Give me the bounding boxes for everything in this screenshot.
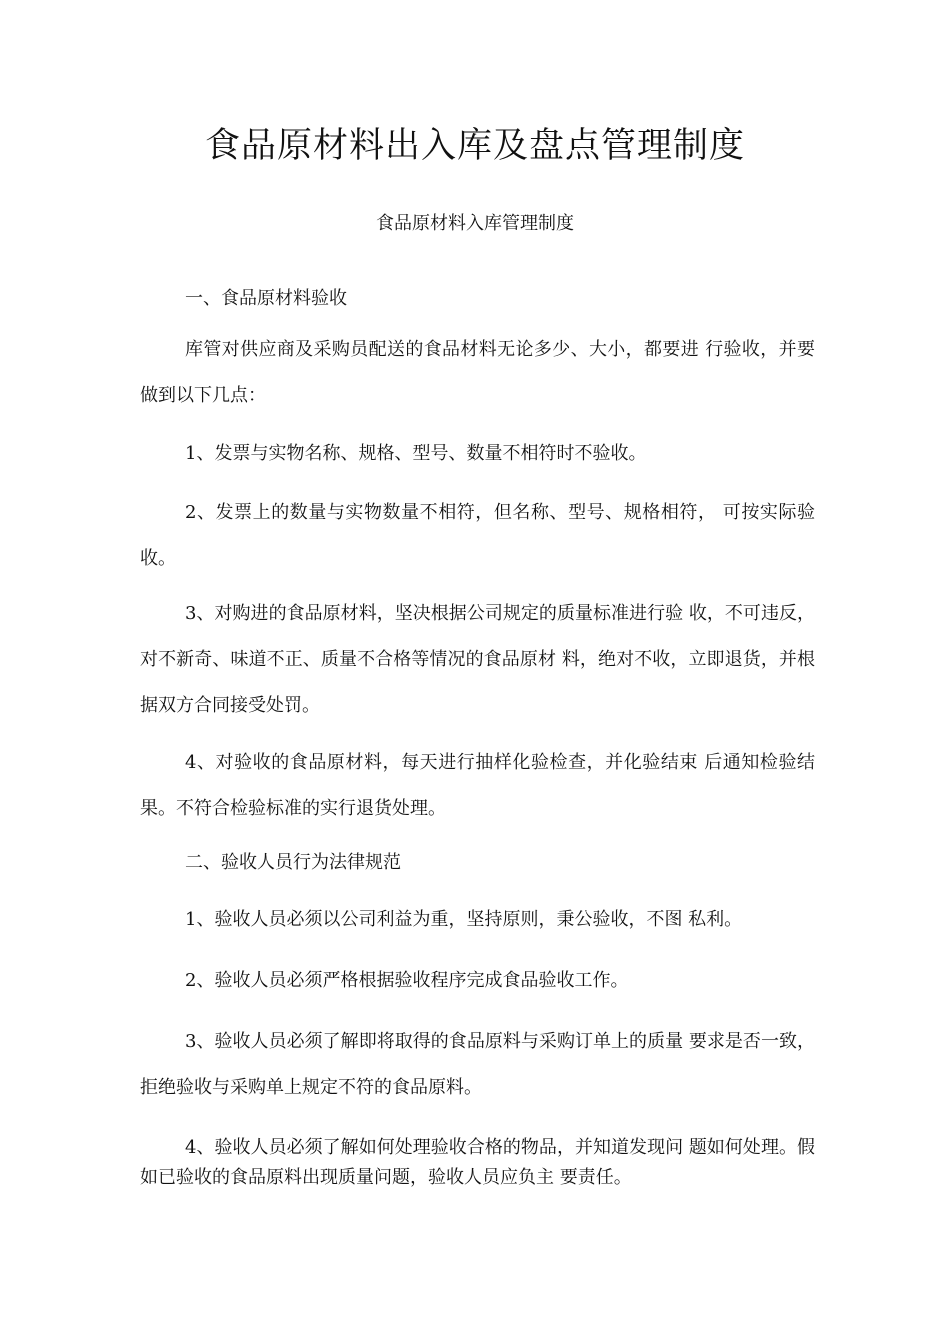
document-subtitle: 食品原材料入库管理制度	[376, 213, 574, 234]
paragraph-item-4: 4、对验收的食品原材料，每天进行抽样化验检查，并化验结束 后通知检验结果。不符合检验标准的实行退货处理。	[140, 752, 815, 819]
paragraph-conduct-3: 3、验收人员必须了解即将取得的食品原料与采购订单上的质量 要求是否一致，拒绝验收与采购单上规定不符的食品原料。	[140, 1031, 815, 1098]
paragraph-conduct-4: 4、验收人员必须了解如何处理验收合格的物品，并知道发现问 题如何处理。假如已验收的食品原料出现质量问题，验收人员应负主 要责任。	[140, 1137, 815, 1188]
paragraph-conduct-2: 2、验收人员必须严格根据验收程序完成食品验收工作。	[185, 970, 629, 991]
paragraph-item-1: 1、发票与实物名称、规格、型号、数量不相符时不验收。	[185, 443, 647, 464]
paragraph-item-2: 2、发票上的数量与实物数量不相符，但名称、型号、规格相符， 可按实际验收。	[140, 502, 815, 569]
paragraph-conduct-1: 1、验收人员必须以公司利益为重，坚持原则，秉公验收，不图 私利。	[185, 909, 743, 930]
section-heading-acceptance: 一、食品原材料验收	[185, 288, 347, 309]
section-heading-conduct: 二、验收人员行为法律规范	[185, 852, 401, 873]
paragraph-item-3: 3、对购进的食品原材料，坚决根据公司规定的质量标准进行验 收，不可违反，对不新奇、味道不正、质量不合格等情况的食品原材 料，绝对不收，立即退货，并根据双方合同接受处罚。	[140, 603, 815, 716]
document-title: 食品原材料出入库及盘点管理制度	[204, 126, 745, 166]
paragraph-intro: 库管对供应商及采购员配送的食品材料无论多少、大小，都要进 行验收，并要做到以下几点：	[140, 339, 815, 406]
